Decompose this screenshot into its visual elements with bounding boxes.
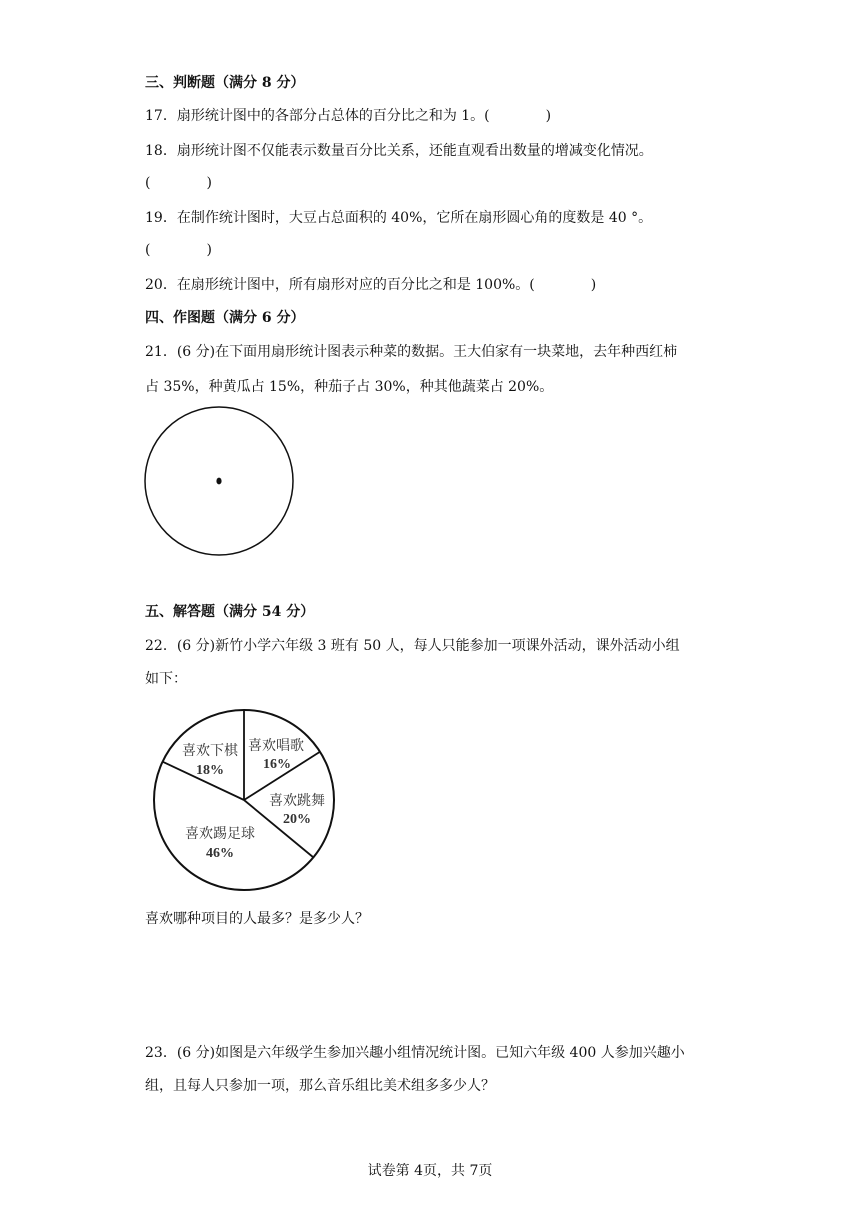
slice-value-singing: 16% (263, 757, 291, 772)
empty-circle-diagram (143, 405, 295, 557)
question-22-line-1: 22．(6 分)新竹小学六年级 3 班有 50 人，每人只能参加一项课外活动，课外活动小组 (145, 638, 680, 654)
question-23-line-1: 23．(6 分)如图是六年级学生参加兴趣小组情况统计图。已知六年级 400 人参加兴趣小 (145, 1045, 685, 1061)
question-21-line-1: 21．(6 分)在下面用扇形统计图表示种菜的数据。王大伯家有一块菜地，去年种西红柿 (145, 344, 678, 360)
slice-label-singing: 喜欢唱歌 (248, 739, 304, 754)
section-5-title: 五、解答题（满分 54 分） (145, 604, 315, 620)
question-19: 19．在制作统计图时，大豆占总面积的 40%，它所在扇形圆心角的度数是 40 °。 (145, 210, 653, 226)
question-18-answer-bracket[interactable]: ( ) (145, 175, 212, 191)
page-footer: 试卷第 4页，共 7页 (367, 1163, 493, 1179)
section-3-title: 三、判断题（满分 8 分） (145, 75, 305, 91)
center-dot (216, 478, 221, 485)
question-20: 20．在扇形统计图中，所有扇形对应的百分比之和是 100%。( ) (145, 277, 597, 293)
slice-value-chess: 18% (196, 763, 224, 778)
slice-label-chess: 喜欢下棋 (182, 744, 238, 759)
slice-label-dancing: 喜欢跳舞 (269, 794, 325, 809)
question-23-line-2: 组，且每人只参加一项，那么音乐组比美术组多多少人？ (145, 1078, 495, 1094)
question-22-line-2: 如下： (145, 671, 187, 687)
question-18: 18．扇形统计图不仅能表示数量百分比关系，还能直观看出数量的增减变化情况。 (145, 143, 653, 159)
section-4-title: 四、作图题（满分 6 分） (145, 310, 305, 326)
question-21-line-2: 占 35%，种黄瓜占 15%，种茄子占 30%，种其他蔬菜占 20%。 (145, 379, 554, 395)
slice-value-football: 46% (206, 846, 234, 861)
question-22-prompt: 喜欢哪种项目的人最多？是多少人？ (145, 911, 369, 927)
slice-label-football: 喜欢踢足球 (185, 827, 255, 842)
question-19-answer-bracket[interactable]: ( ) (145, 242, 212, 258)
activity-pie-chart (152, 708, 336, 892)
slice-value-dancing: 20% (283, 812, 311, 827)
question-17: 17．扇形统计图中的各部分占总体的百分比之和为 1。( ) (145, 108, 552, 124)
